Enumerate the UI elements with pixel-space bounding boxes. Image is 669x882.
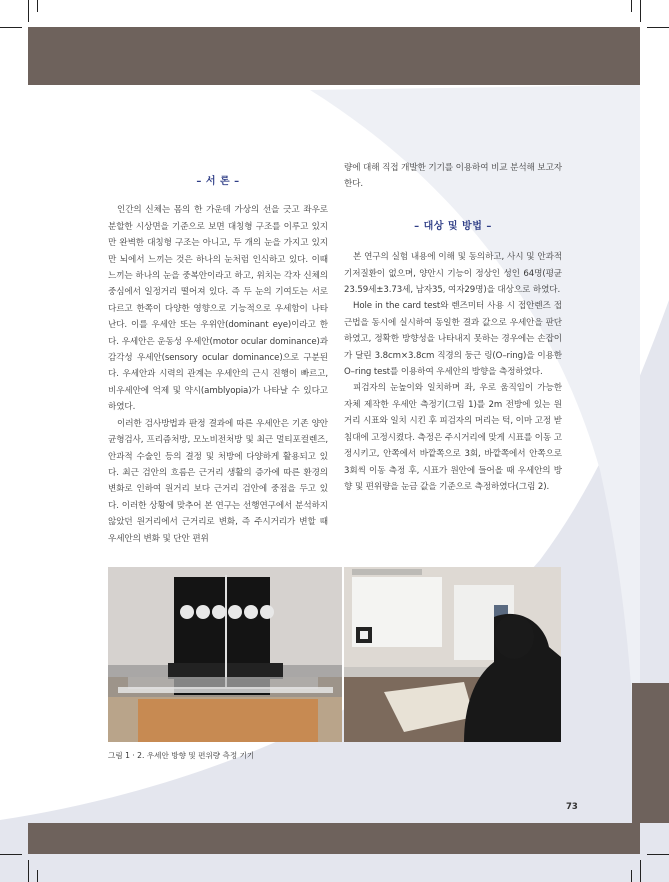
intro-paragraph: 이러한 검사방법과 판정 결과에 따른 우세안은 기존 양안균형검사, 프리즘처방, 모노비전처방 및 최근 멀티포컬렌즈, 안과적 수술인 등의 결정 및 처방에 다양하게 활용되고 있다. 최근 검안의 흐름은 근거리 생활의 증가에 따른 환경의 변화로 인하여 원거리 보다 근거리 검안에 중점을 두고 있다. 이러한 상황에 맞추어 본 연구는 선행연구에서 분석하지 않았던 원거리에서 근거리로 변화, 즉 주시거리가 변할 때 우세안의 변화 및 단안 편위 xyxy=(108,418,328,544)
figure-2-photo xyxy=(344,567,561,742)
methods-heading: – 대상 및 방법 – xyxy=(414,220,492,232)
methods-paragraph: 피검자의 눈높이와 일치하며 좌, 우로 움직임이 가능한 자체 제작한 우세안 측정기(그림 1)를 2m 전방에 있는 원거리 시표와 일치 시킨 후 피검자의 머리는 턱, 이마 고정 받침대에 고정시켰다. 측정은 주시거리에 맞게 시표를 이동 고정시키고, 안쪽에서 바깥쪽으로 3회, 바깥쪽에서 안쪽으로 3회씩 이동 측정 후, 시표가 원안에 들어올 때 우세안의 방향 및 편위량을 눈금 값을 기준으로 측정하였다(그림 2). xyxy=(344,383,562,492)
left-column xyxy=(108,174,328,547)
figure-caption: 그림 1 · 2. 우세안 방향 및 편위량 측정 기기 xyxy=(108,751,255,760)
continuation-text: 량에 대해 직접 개발한 기기를 이용하여 비교 분석해 보고자 한다. xyxy=(344,163,562,190)
right-column xyxy=(344,160,562,495)
intro-heading: – 서 론 – xyxy=(196,176,240,187)
side-tab xyxy=(632,683,669,823)
header-band xyxy=(28,27,640,85)
figure-1-photo xyxy=(108,567,342,742)
page-number: 73 xyxy=(566,802,578,812)
intro-paragraph: 인간의 신체는 몸의 한 가운데 가상의 선을 긋고 좌우로 분할한 시상면을 기준으로 보면 대칭형 구조를 이루고 있지만 완벽한 대칭형 구조는 아니고, 두 개의 눈을 가지고 있지만 뇌에서 느끼는 것은 하나의 눈처럼 인식하고 있다. 이때 느끼는 하나의 눈을 중복안이라고 하고, 위치는 각자 신체의 중심에서 일정거리 떨어져 있다. 즉 두 눈의 기여도는 서로 다르고 한쪽이 다양한 영향으로 기능적으로 우세함이 나타난다. 이를 우세안 또는 우위안(dominant eye)이라고 한다. 우세안은 운동성 우세안(motor ocular dominance)과 감각성 우세안(sensory ocular dominance)으로 구분된다. 우세안과 시력의 관계는 우세안의 근시 진행이 빠르고, 비우세안에 억제 및 약시(amblyopia)가 나타날 수 있다고 하였다. xyxy=(108,205,328,413)
footer-band xyxy=(28,823,640,854)
methods-paragraph: 본 연구의 실험 내용에 이해 및 동의하고, 사시 및 안과적 기저질환이 없으며, 양안시 기능이 정상인 성인 64명(평균 23.59세±3.73세, 남자35, 여자29명)을 대상으로 하였다. xyxy=(344,252,562,296)
methods-paragraph: Hole in the card test와 렌즈미터 사용 시 접안렌즈 접근법을 동시에 실시하여 동일한 결과 값으로 우세안을 판단하였고, 정확한 방향성을 나타내지 못하는 경우에는 손잡이가 달린 3.8cm×3.8cm 직경의 둥근 링(O–ring)을 이용한 O–ring test를 이용하여 우세안의 방향을 측정하였다. xyxy=(344,301,562,378)
